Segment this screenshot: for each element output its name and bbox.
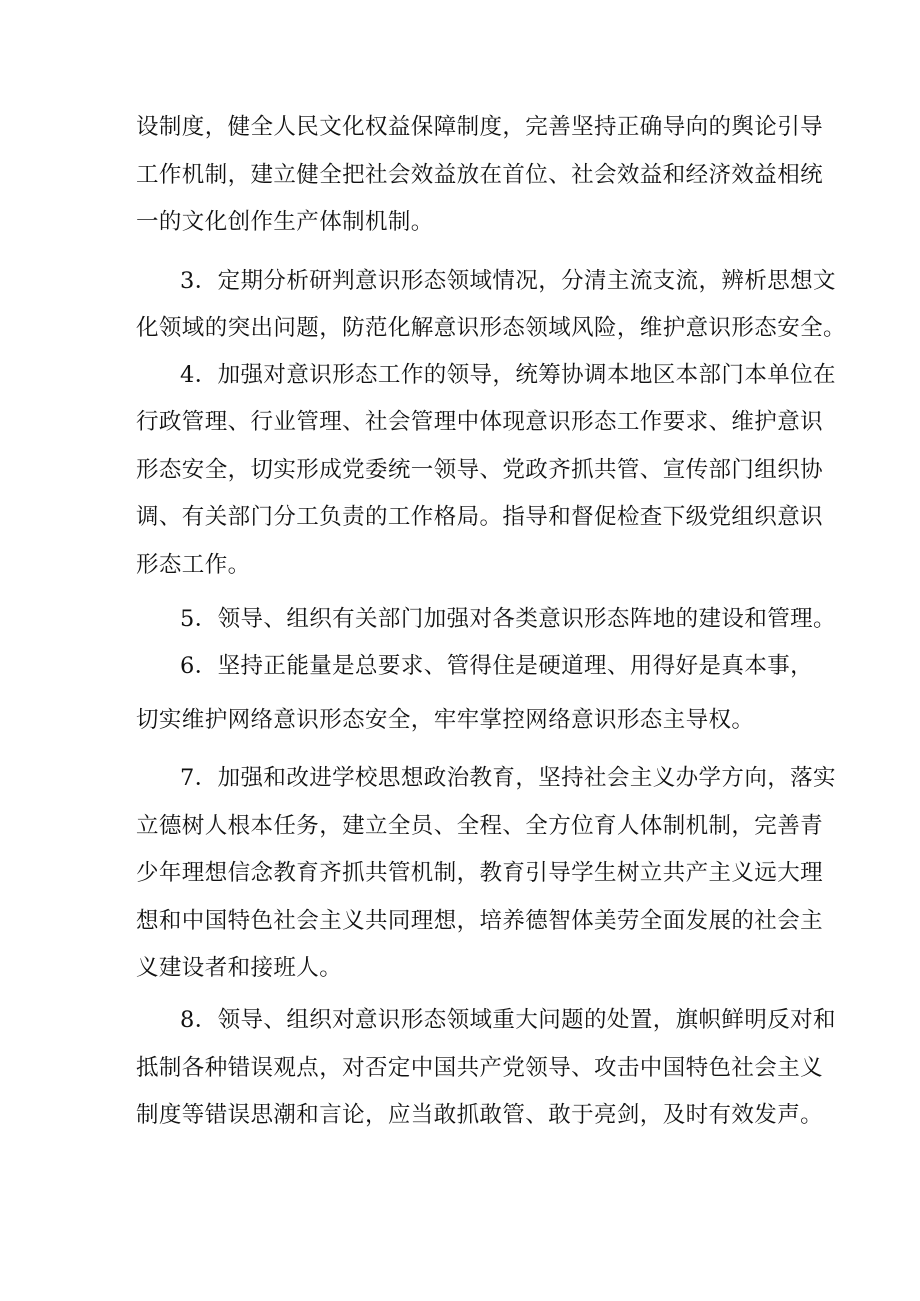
text-line: 工作机制，建立健全把社会效益放在首位、社会效益和经济效益相统 bbox=[136, 162, 824, 188]
text-line: 想和中国特色社会主义共同理想，培养德智体美劳全面发展的社会主 bbox=[136, 908, 824, 934]
text-line: 一的文化创作生产体制机制。 bbox=[136, 209, 434, 235]
numbered-item-first-line: 5．领导、组织有关部门加强对各类意识形态阵地的建设和管理。 bbox=[180, 606, 836, 632]
text-line: 切实维护网络意识形态安全，牢牢掌控网络意识形态主导权。 bbox=[136, 707, 755, 733]
text-line: 少年理想信念教育齐抓共管机制，教育引导学生树立共产主义远大理 bbox=[136, 860, 824, 886]
numbered-item-first-line: 4．加强对意识形态工作的领导，统筹协调本地区本部门本单位在 bbox=[180, 362, 836, 388]
text-line: 形态安全，切实形成党委统一领导、党政齐抓共管、宣传部门组织协 bbox=[136, 457, 824, 483]
text-line: 形态工作。 bbox=[136, 552, 251, 578]
numbered-item-first-line: 3．定期分析研判意识形态领域情况，分清主流支流，辨析思想文 bbox=[180, 268, 836, 294]
text-line: 化领域的突出问题，防范化解意识形态领域风险，维护意识形态安全。 bbox=[136, 315, 846, 341]
numbered-item-first-line: 6．坚持正能量是总要求、管得住是硬道理、用得好是真本事， bbox=[180, 653, 814, 679]
text-line: 立德树人根本任务，建立全员、全程、全方位育人体制机制，完善青 bbox=[136, 813, 824, 839]
text-line: 设制度，健全人民文化权益保障制度，完善坚持正确导向的舆论引导 bbox=[136, 114, 824, 140]
text-line: 抵制各种错误观点，对否定中国共产党领导、攻击中国特色社会主义 bbox=[136, 1055, 824, 1081]
text-line: 制度等错误思潮和言论，应当敢抓敢管、敢于亮剑，及时有效发声。 bbox=[136, 1102, 824, 1128]
text-line: 义建设者和接班人。 bbox=[136, 955, 343, 981]
numbered-item-first-line: 7．加强和改进学校思想政治教育，坚持社会主义办学方向，落实 bbox=[180, 765, 836, 791]
text-line: 调、有关部门分工负责的工作格局。指导和督促检查下级党组织意识 bbox=[136, 504, 824, 530]
text-line: 行政管理、行业管理、社会管理中体现意识形态工作要求、维护意识 bbox=[136, 409, 824, 435]
numbered-item-first-line: 8．领导、组织对意识形态领域重大问题的处置，旗帜鲜明反对和 bbox=[180, 1007, 836, 1033]
